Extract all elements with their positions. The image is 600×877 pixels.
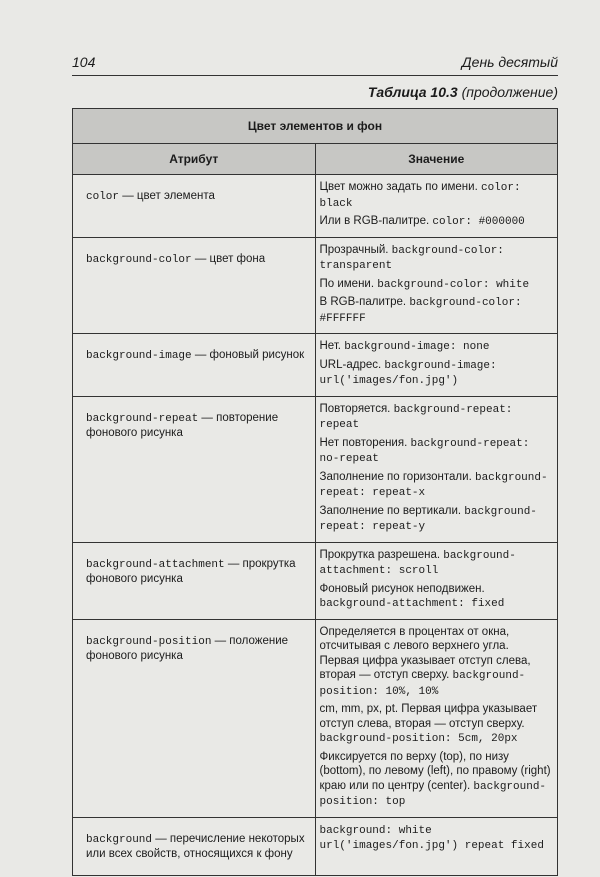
table-row: [73, 175, 558, 238]
value-description: Цвет можно задать по имени.: [319, 181, 481, 193]
value-entry: [320, 277, 552, 293]
table-row: [73, 237, 558, 334]
value-code: background-repeat: repeat: [319, 403, 513, 431]
value-description: Фиксируется по верху (top), по низу (bottom), по левому (left), по правому (right) краю или по центру (center).: [319, 750, 551, 792]
column-header-attribute: Атрибут: [73, 144, 316, 175]
value-description: Прокрутка разрешена.: [319, 548, 444, 561]
attribute-description: — цвет элемента: [119, 190, 215, 202]
attribute-cell: [73, 619, 316, 817]
value-entry: [320, 702, 552, 747]
value-code: background-color: #FFFFFF: [319, 297, 522, 325]
table-row: [73, 817, 558, 875]
value-description: URL-адрес.: [319, 358, 385, 371]
value-cell: [315, 396, 558, 542]
value-entry: [320, 402, 552, 433]
attribute-cell: [73, 542, 316, 619]
value-code: background-attachment: scroll: [319, 549, 516, 577]
value-code: color: #000000: [432, 216, 525, 228]
attribute-name: background-attachment: [86, 558, 225, 571]
value-code: background-repeat: repeat-y: [319, 505, 537, 533]
attribute-description: — повторение фонового рисунка: [86, 411, 279, 439]
attribute-description: — прокрутка фонового рисунка: [86, 557, 296, 585]
value-code: background-image: none: [344, 341, 490, 353]
value-entry: [320, 470, 552, 501]
table-caption-number: Таблица 10.3: [367, 84, 458, 100]
value-entry: [320, 582, 552, 612]
value-description: Прозрачный.: [319, 243, 392, 256]
value-description: Определяется в процентах от окна, отсчитывая с левого верхнего угла. Первая цифра указывает отступ слева, вторая — отступ сверху.: [319, 625, 531, 681]
value-entry: [320, 436, 552, 467]
attribute-description: — перечисление некоторых или всех свойств, относящихся к фону: [86, 832, 305, 860]
table-body: [73, 175, 558, 876]
attribute-description: — цвет фона: [191, 252, 266, 265]
value-entry: [320, 180, 552, 211]
value-description: Нет.: [319, 340, 345, 352]
page-header: [72, 54, 558, 74]
value-description: cm, mm, px, pt. Первая цифра указывает отступ слева, вторая — отступ сверху.: [319, 703, 538, 730]
value-description: Заполнение по горизонтали.: [319, 470, 475, 483]
attribute-cell: [73, 237, 316, 334]
table-caption-continued: (продолжение): [461, 84, 558, 100]
value-cell: [315, 817, 558, 875]
attribute-name: background: [86, 833, 153, 846]
table-row: [73, 619, 558, 817]
attribute-name: background-color: [86, 253, 192, 266]
attribute-name: background-position: [86, 635, 212, 648]
value-entry: [320, 548, 552, 579]
value-code: background-position: top: [319, 780, 547, 808]
value-description: Нет повторения.: [319, 436, 411, 449]
value-description: Заполнение по вертикали.: [319, 504, 465, 517]
attribute-cell: [73, 334, 316, 397]
value-entry: [320, 358, 552, 389]
attribute-cell: [73, 175, 316, 238]
value-description: Повторяется.: [319, 402, 394, 415]
value-cell: [315, 542, 558, 619]
value-description: По имени.: [319, 277, 378, 290]
value-cell: [315, 619, 558, 817]
value-code: background-attachment: fixed: [319, 598, 505, 610]
value-cell: [315, 334, 558, 397]
value-entry: [320, 750, 552, 810]
value-description: Или в RGB-палитре.: [319, 215, 433, 227]
table-caption: [368, 84, 558, 100]
value-cell: [315, 175, 558, 238]
value-code: background-repeat: no-repeat: [319, 437, 530, 465]
value-code: background-repeat: repeat-x: [319, 471, 548, 499]
attribute-cell: [73, 396, 316, 542]
attribute-name: background-image: [86, 350, 192, 362]
value-code: background-position: 10%, 10%: [319, 670, 526, 698]
value-cell: [315, 237, 558, 334]
table-title: Цвет элементов и фон: [73, 109, 558, 144]
value-code: background-color: white: [377, 278, 530, 291]
attribute-description: — фоновый рисунок: [191, 349, 305, 361]
value-code: color: black: [319, 182, 521, 210]
value-code: background-image: url('images/fon.jpg'): [319, 359, 497, 387]
table-row: [73, 542, 558, 619]
value-entry: [320, 504, 552, 535]
value-entry: [320, 243, 552, 274]
attribute-description: — положение фонового рисунка: [86, 634, 289, 662]
value-entry: [320, 214, 552, 230]
attribute-name: color: [86, 191, 120, 203]
column-header-value: Значение: [315, 144, 558, 175]
table-row: [73, 334, 558, 397]
value-entry: [320, 295, 552, 326]
value-code: background-position: 5cm, 20px: [319, 733, 518, 745]
value-code: background: white url('images/fon.jpg') repeat fixed: [319, 824, 544, 852]
chapter-title: День десятый: [461, 54, 558, 70]
header-rule: [72, 75, 558, 76]
page-number: 104: [72, 54, 96, 70]
table-row: [73, 396, 558, 542]
value-entry: [320, 823, 552, 854]
value-code: background-color: transparent: [319, 244, 504, 272]
value-entry: [320, 625, 552, 700]
value-entry: [320, 339, 552, 355]
value-description: В RGB-палитре.: [319, 296, 410, 308]
attributes-table: [72, 108, 558, 876]
value-description: Фоновый рисунок неподвижен.: [319, 582, 485, 595]
attribute-name: background-repeat: [86, 412, 199, 425]
attribute-cell: [73, 817, 316, 875]
